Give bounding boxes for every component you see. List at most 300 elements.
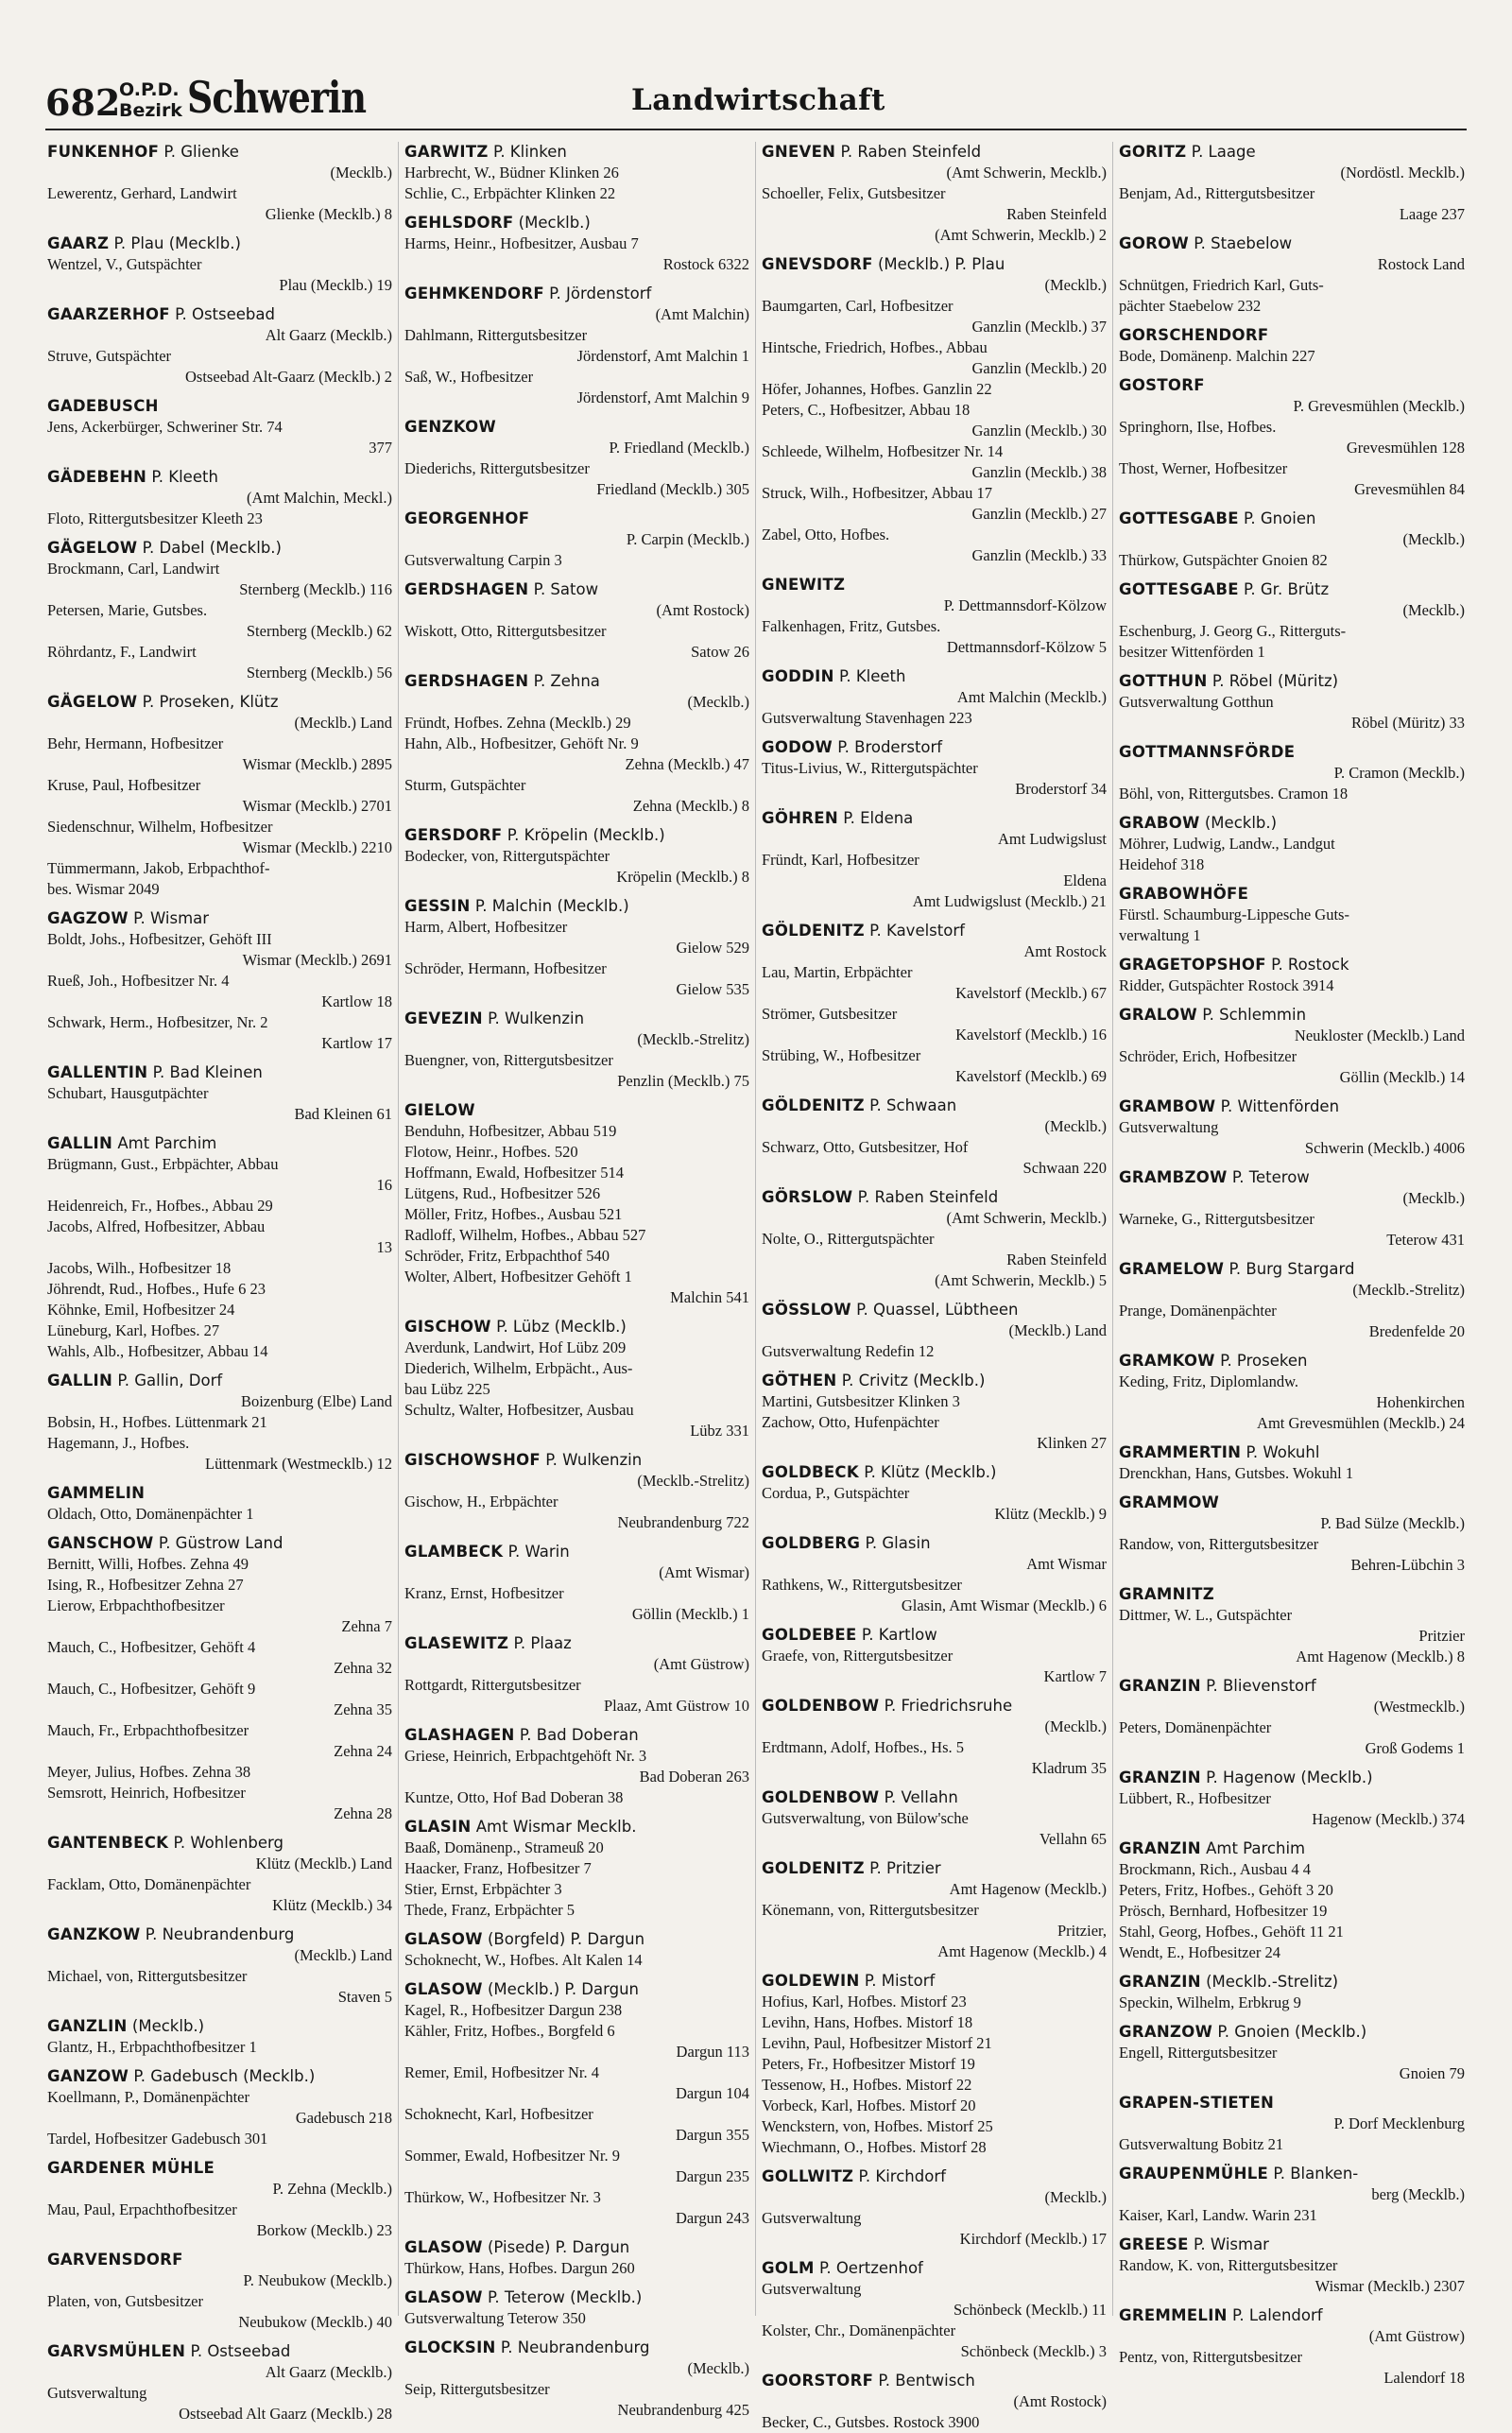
- entry-line: Falkenhagen, Fritz, Gutsbes.: [762, 617, 941, 635]
- postal-detail: P. Glienke: [163, 143, 239, 161]
- entry-line: Lübz 331: [690, 1422, 749, 1440]
- place-name: GRAMMERTIN: [1119, 1443, 1242, 1461]
- entry-line: Peters, Fr., Hofbesitzer Mistorf 19: [762, 2055, 975, 2073]
- entry-line: Harm, Albert, Hofbesitzer: [404, 918, 568, 936]
- entry-line: Malchin 541: [670, 1288, 749, 1306]
- entry-line: P. Friedland (Mecklb.): [609, 439, 749, 457]
- entry-line: Jördenstorf, Amt Malchin 9: [576, 388, 749, 406]
- entry-heading: [47, 1924, 392, 1945]
- entry-line: Kröpelin (Mecklb.) 8: [616, 868, 749, 886]
- place-name: GRABOW: [1119, 814, 1200, 832]
- entry-heading: [47, 2250, 392, 2270]
- place-entry: [404, 2237, 749, 2279]
- entry-heading: [404, 1633, 749, 1654]
- place-entry: [762, 254, 1107, 566]
- entry-line: Becker, C., Gutsbes. Rostock 3900: [762, 2413, 980, 2431]
- postal-detail: P. Bad Doberan: [519, 1726, 639, 1744]
- entry-line: Ganzlin (Mecklb.) 37: [971, 318, 1107, 336]
- entry-heading: [404, 1450, 749, 1471]
- entry-line: Glantz, H., Erbpachthofbesitzer 1: [47, 2038, 257, 2056]
- entry-heading: [762, 1462, 1107, 1483]
- entry-line: P. Cramon (Mecklb.): [1333, 764, 1465, 782]
- place-entry: [47, 1371, 392, 1475]
- postal-detail: P. Kröpelin (Mecklb.): [507, 826, 665, 844]
- entry-line: (Mecklb.): [1402, 1189, 1465, 1207]
- entry-line: Michael, von, Rittergutsbesitzer: [47, 1967, 248, 1985]
- postal-detail: P. Schlemmin: [1202, 1006, 1307, 1024]
- entry-heading: [1119, 2093, 1465, 2114]
- entry-line: Springhorn, Ilse, Hofbes.: [1119, 418, 1277, 436]
- entry-heading: [404, 1100, 749, 1121]
- entry-line: Hahn, Alb., Hofbesitzer, Gehöft Nr. 9: [404, 734, 639, 752]
- entry-line: P. Grevesmühlen (Mecklb.): [1293, 397, 1465, 415]
- place-name: GRALOW: [1119, 1006, 1197, 1024]
- postal-detail: P. Kleeth: [838, 667, 906, 685]
- entry-heading: [762, 2166, 1107, 2187]
- place-name: GOTTESGABE: [1119, 509, 1239, 527]
- entry-line: Ganzlin (Mecklb.) 33: [971, 546, 1107, 564]
- entry-line: (Amt Güstrow): [1368, 2327, 1465, 2345]
- postal-detail: (Mecklb.): [131, 2017, 205, 2035]
- place-entry: [47, 1133, 392, 1362]
- directory-column: [1113, 142, 1470, 2387]
- entry-line: Gutsverwaltung Gotthun: [1119, 693, 1274, 711]
- entry-line: (Amt Güstrow): [653, 1655, 749, 1673]
- place-name: GLASIN: [404, 1818, 472, 1836]
- place-name: GARVENSDORF: [47, 2251, 183, 2269]
- entry-line: Neubrandenburg 425: [617, 2401, 749, 2419]
- entry-heading: [1119, 375, 1465, 396]
- postal-detail: (Mecklb.) P. Plau: [877, 255, 1005, 273]
- entry-line: Speckin, Wilhelm, Erbkrug 9: [1119, 1993, 1301, 2011]
- place-entry: [762, 2258, 1107, 2362]
- entry-heading: [1119, 742, 1465, 763]
- place-entry: [762, 1371, 1107, 1454]
- place-entry: [762, 2371, 1107, 2433]
- entry-heading: [1119, 1972, 1465, 1993]
- place-name: GIELOW: [404, 1101, 475, 1119]
- place-entry: [404, 1450, 749, 1533]
- entry-line: (Mecklb.-Strelitz): [637, 1030, 749, 1048]
- entry-line: Lüttenmark (Westmecklb.) 12: [205, 1455, 392, 1473]
- entry-line: Harbrecht, W., Büdner Klinken 26: [404, 164, 619, 181]
- entry-line: Mauch, C., Hofbesitzer, Gehöft 9: [47, 1680, 256, 1698]
- place-entry: [47, 1924, 392, 2008]
- entry-line: Lau, Martin, Erbpächter: [762, 963, 913, 981]
- place-name: GOORSTORF: [762, 2372, 874, 2390]
- postal-detail: P. Vellahn: [884, 1788, 958, 1806]
- place-name: GANZLIN: [47, 2017, 128, 2035]
- entry-line: Dettmannsdorf-Kölzow 5: [946, 638, 1107, 656]
- postal-detail: P. Zehna: [533, 672, 600, 690]
- place-name: GNEVEN: [762, 143, 836, 161]
- entry-line: Zehna (Mecklb.) 8: [632, 797, 749, 815]
- entry-line: Schoknecht, W., Hofbes. Alt Kalen 14: [404, 1951, 643, 1969]
- postal-detail: P. Güstrow Land: [158, 1534, 284, 1552]
- postal-detail: P. Klütz (Mecklb.): [864, 1463, 997, 1481]
- entry-line: Gadebusch 218: [295, 2109, 392, 2127]
- entry-line: (Mecklb.-Strelitz): [637, 1472, 749, 1490]
- postal-detail: P. Gnoien: [1244, 509, 1316, 527]
- entry-line: Zabel, Otto, Hofbes.: [762, 526, 890, 544]
- entry-line: Nolte, O., Rittergutspächter: [762, 1230, 935, 1248]
- place-entry: [1119, 233, 1465, 317]
- place-name: GORITZ: [1119, 143, 1187, 161]
- entry-heading: [404, 1009, 749, 1029]
- entry-line: Pritzier,: [1057, 1922, 1107, 1940]
- entry-heading: [47, 1533, 392, 1554]
- place-name: GARVSMÜHLEN: [47, 2342, 186, 2360]
- entry-line: Vellahn 65: [1039, 1830, 1107, 1848]
- postal-detail: P. Hagenow (Mecklb.): [1206, 1769, 1373, 1786]
- postal-detail: P. Schwaan: [869, 1096, 957, 1114]
- postal-detail: P. Ostseebad: [175, 305, 275, 323]
- entry-line: berg (Mecklb.): [1371, 2185, 1465, 2203]
- place-entry: [1119, 884, 1465, 946]
- entry-line: Göllin (Mecklb.) 14: [1339, 1068, 1465, 1086]
- place-entry: [47, 1062, 392, 1125]
- entry-line: Dargun 355: [675, 2126, 749, 2144]
- entry-line: Amt Ludwigslust (Mecklb.) 21: [912, 892, 1107, 910]
- entry-heading: [762, 1971, 1107, 1992]
- place-entry: [1119, 813, 1465, 875]
- entry-line: Kavelstorf (Mecklb.) 69: [955, 1067, 1107, 1085]
- entry-line: Schubart, Hausgutpächter: [47, 1084, 209, 1102]
- entry-line: Sternberg (Mecklb.) 56: [246, 664, 392, 682]
- entry-line: Ising, R., Hofbesitzer Zehna 27: [47, 1576, 244, 1594]
- entry-line: Harms, Heinr., Hofbesitzer, Ausbau 7: [404, 234, 639, 252]
- place-name: GOLDENBOW: [762, 1788, 880, 1806]
- place-entry: [404, 1929, 749, 1971]
- place-name: GRABOWHÖFE: [1119, 885, 1249, 903]
- place-entry: [1119, 1584, 1465, 1667]
- place-entry: [404, 1817, 749, 1921]
- entry-line: Ostseebad Alt-Gaarz (Mecklb.) 2: [184, 368, 392, 386]
- entry-line: Wolter, Albert, Hofbesitzer Gehöft 1: [404, 1268, 632, 1286]
- place-name: GLAMBECK: [404, 1543, 504, 1561]
- place-name: GISCHOW: [404, 1318, 491, 1336]
- place-entry: [1119, 742, 1465, 804]
- entry-line: Schnütgen, Friedrich Karl, Guts-: [1119, 276, 1324, 294]
- entry-line: Köhnke, Emil, Hofbesitzer 24: [47, 1301, 235, 1319]
- place-entry: [404, 1633, 749, 1717]
- postal-detail: P. Plau (Mecklb.): [113, 234, 241, 252]
- entry-heading: [404, 284, 749, 304]
- entry-line: Schwerin (Mecklb.) 4006: [1304, 1139, 1465, 1157]
- place-name: GEHMKENDORF: [404, 285, 544, 302]
- place-name: GÖLDENITZ: [762, 922, 865, 940]
- entry-line: Lalendorf 18: [1383, 2369, 1465, 2387]
- entry-line: Strübing, W., Hofbesitzer: [762, 1046, 921, 1064]
- entry-line: Bernitt, Willi, Hofbes. Zehna 49: [47, 1555, 249, 1573]
- place-name: GEHLSDORF: [404, 214, 514, 232]
- entry-line: Gutsverwaltung Redefin 12: [762, 1342, 935, 1360]
- place-name: GLASOW: [404, 2288, 483, 2306]
- entry-line: Raben Steinfeld: [1006, 1251, 1107, 1268]
- entry-line: Ganzlin (Mecklb.) 30: [971, 422, 1107, 440]
- entry-line: Gutsverwaltung: [762, 2280, 862, 2298]
- entry-line: (Amt Rostock): [656, 601, 749, 619]
- postal-detail: P. Warin: [507, 1543, 570, 1561]
- place-name: GENZKOW: [404, 418, 496, 436]
- place-name: GREMMELIN: [1119, 2306, 1228, 2324]
- postal-detail: (Mecklb.): [1204, 814, 1278, 832]
- entry-line: Dittmer, W. L., Gutspächter: [1119, 1606, 1293, 1624]
- place-name: GLASHAGEN: [404, 1726, 515, 1744]
- place-name: GEVEZIN: [404, 1009, 483, 1027]
- place-name: GOLDEWIN: [762, 1972, 860, 1990]
- entry-heading: [1119, 509, 1465, 529]
- entry-line: Sternberg (Mecklb.) 116: [239, 580, 392, 598]
- entry-line: Averdunk, Landwirt, Hof Lübz 209: [404, 1338, 627, 1356]
- entry-heading: [404, 142, 749, 163]
- postal-detail: (Borgfeld) P. Dargun: [488, 1930, 645, 1948]
- place-name: GRANZOW: [1119, 2023, 1213, 2041]
- entry-line: Kladrum 35: [1031, 1759, 1107, 1777]
- entry-line: Schröder, Erich, Hofbesitzer: [1119, 1047, 1297, 1065]
- postal-detail: P. Kirchdorf: [858, 2167, 946, 2185]
- entry-line: (Mecklb.): [1044, 1717, 1107, 1735]
- place-entry: [1119, 2093, 1465, 2155]
- entry-heading: [47, 2158, 392, 2179]
- entry-line: Prange, Domänenpächter: [1119, 1302, 1277, 1320]
- postal-detail: P. Gadebusch (Mecklb.): [133, 2067, 316, 2085]
- entry-line: Semsrott, Heinrich, Hofbesitzer: [47, 1784, 246, 1802]
- place-entry: [762, 921, 1107, 1087]
- place-name: GERDSHAGEN: [404, 580, 529, 598]
- entry-heading: [762, 1300, 1107, 1320]
- postal-detail: P. Lalendorf: [1232, 2306, 1323, 2324]
- entry-line: (Mecklb.): [687, 693, 749, 711]
- entry-line: (Amt Schwerin, Mecklb.): [946, 1209, 1107, 1227]
- entry-line: Schwark, Herm., Hofbesitzer, Nr. 2: [47, 1013, 268, 1031]
- place-entry: [47, 396, 392, 458]
- entry-line: Gischow, H., Erbpächter: [404, 1493, 558, 1510]
- entry-heading: [762, 1096, 1107, 1116]
- entry-line: Vorbeck, Karl, Hofbes. Mistorf 20: [762, 2097, 976, 2114]
- place-name: GAMMELIN: [47, 1484, 146, 1502]
- place-name: GRANZIN: [1119, 1769, 1201, 1786]
- entry-line: Struck, Wilh., Hofbesitzer, Abbau 17: [762, 484, 992, 502]
- entry-line: 16: [376, 1176, 392, 1194]
- entry-line: Facklam, Otto, Domänenpächter: [47, 1875, 251, 1893]
- entry-heading: [1119, 2022, 1465, 2043]
- place-entry: [1119, 1972, 1465, 2013]
- entry-line: Stier, Ernst, Erbpächter 3: [404, 1880, 562, 1898]
- entry-line: Thost, Werner, Hofbesitzer: [1119, 459, 1288, 477]
- entry-line: P. Neubukow (Mecklb.): [243, 2271, 392, 2289]
- entry-line: Schönbeck (Mecklb.) 3: [960, 2342, 1107, 2360]
- place-name: GOTTHUN: [1119, 672, 1208, 690]
- place-entry: [47, 908, 392, 1054]
- entry-line: Rostock 6322: [662, 255, 749, 273]
- entry-line: Boldt, Johs., Hofbesitzer, Gehöft III: [47, 930, 272, 948]
- directory-column: [42, 142, 399, 2423]
- entry-heading: [1119, 1584, 1465, 1605]
- entry-line: Meyer, Julius, Hofbes. Zehna 38: [47, 1763, 251, 1781]
- entry-line: Glasin, Amt Wismar (Mecklb.) 6: [901, 1596, 1107, 1614]
- entry-line: Gielow 535: [676, 980, 749, 998]
- entry-line: Schwaan 220: [1022, 1159, 1107, 1177]
- entry-line: besitzer Wittenförden 1: [1119, 643, 1265, 661]
- entry-line: Tessenow, H., Hofbes. Mistorf 22: [762, 2076, 972, 2094]
- postal-detail: (Pisede) P. Dargun: [488, 2238, 630, 2256]
- entry-heading: [762, 1625, 1107, 1646]
- entry-heading: [404, 1929, 749, 1950]
- place-entry: [762, 142, 1107, 246]
- place-entry: [47, 1533, 392, 1824]
- postal-detail: Amt Parchim: [117, 1134, 217, 1152]
- entry-heading: [762, 2371, 1107, 2391]
- entry-line: (Mecklb.): [1044, 1117, 1107, 1135]
- entry-line: Randow, K. von, Rittergutsbesitzer: [1119, 2256, 1338, 2274]
- entry-line: Laage 237: [1399, 205, 1465, 223]
- postal-detail: P. Raben Steinfeld: [857, 1188, 999, 1206]
- entry-line: Kruse, Paul, Hofbesitzer: [47, 776, 201, 794]
- entry-heading: [404, 2287, 749, 2308]
- entry-line: Schröder, Hermann, Hofbesitzer: [404, 959, 607, 977]
- entry-heading: [1119, 813, 1465, 834]
- place-entry: [762, 1187, 1107, 1291]
- place-name: GÄGELOW: [47, 539, 138, 557]
- entry-line: Bodecker, von, Rittergutspächter: [404, 847, 610, 865]
- place-entry: [404, 825, 749, 888]
- entry-heading: [762, 254, 1107, 275]
- entry-line: Klütz (Mecklb.) 34: [272, 1896, 392, 1914]
- entry-line: Peters, Fritz, Hofbes., Gehöft 3 20: [1119, 1881, 1333, 1899]
- district-label-line2: Bezirk: [119, 100, 182, 121]
- place-name: GADEBUSCH: [47, 397, 159, 415]
- place-entry: [47, 1833, 392, 1916]
- entry-line: Jens, Ackerbürger, Schweriner Str. 74: [47, 418, 283, 436]
- district-label: [119, 79, 182, 121]
- entry-line: Zehna (Mecklb.) 47: [625, 755, 749, 773]
- place-entry: [762, 1787, 1107, 1850]
- entry-line: Koellmann, P., Domänenpächter: [47, 2088, 249, 2106]
- place-name: GOSTORF: [1119, 376, 1205, 394]
- directory-column: [399, 142, 756, 2419]
- entry-heading: [1119, 1351, 1465, 1372]
- entry-line: (Mecklb.): [1044, 2188, 1107, 2206]
- postal-detail: P. Teterow (Mecklb.): [488, 2288, 643, 2306]
- place-entry: [404, 671, 749, 817]
- entry-line: Schlie, C., Erbpächter Klinken 22: [404, 184, 616, 202]
- postal-detail: P. Broderstorf: [837, 738, 943, 756]
- entry-line: Eschenburg, J. Georg G., Ritterguts-: [1119, 622, 1347, 640]
- entry-line: (Amt Wismar): [659, 1563, 749, 1581]
- entry-line: verwaltung 1: [1119, 926, 1201, 944]
- place-entry: [47, 2066, 392, 2149]
- place-entry: [762, 1533, 1107, 1616]
- entry-line: Kaiser, Karl, Landw. Warin 231: [1119, 2206, 1317, 2224]
- postal-detail: P. Wokuhl: [1246, 1443, 1320, 1461]
- place-name: GREESE: [1119, 2235, 1189, 2253]
- entry-line: Dargun 235: [675, 2167, 749, 2185]
- entry-line: Ganzlin (Mecklb.) 38: [971, 463, 1107, 481]
- entry-line: Fründt, Hofbes. Zehna (Mecklb.) 29: [404, 714, 631, 732]
- entry-line: Siedenschnur, Wilhelm, Hofbesitzer: [47, 818, 273, 836]
- entry-line: Dargun 243: [675, 2209, 749, 2227]
- entry-line: Mauch, C., Hofbesitzer, Gehöft 4: [47, 1638, 256, 1656]
- entry-heading: [1119, 1676, 1465, 1697]
- entry-line: Levihn, Hans, Hofbes. Mistorf 18: [762, 2013, 973, 2031]
- place-entry: [1119, 1768, 1465, 1830]
- place-name: GANTENBECK: [47, 1834, 169, 1852]
- entry-heading: [47, 692, 392, 713]
- entry-line: Zehna 28: [334, 1804, 392, 1822]
- place-entry: [762, 575, 1107, 658]
- entry-line: Klütz (Mecklb.) 9: [994, 1505, 1107, 1523]
- entry-line: Kähler, Fritz, Hofbes., Borgfeld 6: [404, 2022, 615, 2040]
- place-entry: [1119, 1005, 1465, 1088]
- entry-line: Bad Doberan 263: [639, 1768, 749, 1786]
- entry-line: Engell, Rittergutsbesitzer: [1119, 2044, 1278, 2062]
- page-header: [45, 74, 1467, 130]
- postal-detail: P. Rostock: [1271, 956, 1349, 974]
- entry-heading: [1119, 1005, 1465, 1026]
- entry-line: Gutsverwaltung, von Bülow'sche: [762, 1809, 969, 1827]
- place-entry: [1119, 325, 1465, 367]
- postal-detail: P. Gnoien (Mecklb.): [1217, 2023, 1367, 2041]
- place-entry: [47, 304, 392, 388]
- entry-line: Radloff, Wilhelm, Hofbes., Abbau 527: [404, 1226, 646, 1244]
- place-entry: [762, 1625, 1107, 1687]
- entry-line: Jördenstorf, Amt Malchin 1: [576, 347, 749, 365]
- entry-heading: [404, 509, 749, 529]
- entry-line: Schwarz, Otto, Gutsbesitzer, Hof: [762, 1138, 969, 1156]
- entry-line: Bobsin, H., Hofbes. Lüttenmark 21: [47, 1413, 267, 1431]
- entry-line: (Amt Malchin): [655, 305, 749, 323]
- place-entry: [762, 808, 1107, 912]
- entry-line: Diederich, Wilhelm, Erbpächt., Aus-: [404, 1359, 633, 1377]
- place-entry: [762, 737, 1107, 800]
- entry-line: Tardel, Hofbesitzer Gadebusch 301: [47, 2130, 268, 2148]
- entry-line: Warneke, G., Rittergutsbesitzer: [1119, 1210, 1314, 1228]
- entry-heading: [47, 908, 392, 929]
- entry-line: Remer, Emil, Hofbesitzer Nr. 4: [404, 2063, 599, 2081]
- entry-heading: [404, 2338, 749, 2358]
- place-name: GODOW: [762, 738, 833, 756]
- postal-detail: P. Wismar: [133, 909, 210, 927]
- entry-line: Zehna 7: [341, 1617, 392, 1635]
- place-name: GRAMNITZ: [1119, 1585, 1215, 1603]
- entry-line: Gutsverwaltung: [47, 2384, 147, 2402]
- entry-heading: [1119, 2305, 1465, 2326]
- place-name: GRAPEN-STIETEN: [1119, 2094, 1275, 2112]
- entry-line: Brockmann, Rich., Ausbau 4 4: [1119, 1860, 1312, 1878]
- entry-heading: [1119, 671, 1465, 692]
- postal-detail: P. Wittenförden: [1220, 1097, 1340, 1115]
- postal-detail: P. Malchin (Mecklb.): [474, 897, 629, 915]
- place-name: GOLDENITZ: [762, 1859, 865, 1877]
- postal-detail: P. Proseken: [1220, 1352, 1308, 1370]
- entry-line: Keding, Fritz, Diplomlandw.: [1119, 1372, 1299, 1390]
- place-entry: [404, 509, 749, 571]
- entry-heading: [1119, 325, 1465, 346]
- place-entry: [404, 1979, 749, 2229]
- entry-heading: [1119, 1259, 1465, 1280]
- postal-detail: P. Staebelow: [1194, 234, 1293, 252]
- entry-line: Amt Wismar: [1026, 1555, 1107, 1573]
- postal-detail: (Mecklb.-Strelitz): [1206, 1973, 1339, 1991]
- entry-line: Amt Hagenow (Mecklb.) 8: [1296, 1648, 1465, 1665]
- entry-heading: [1119, 579, 1465, 600]
- place-entry: [762, 1971, 1107, 2158]
- entry-heading: [762, 142, 1107, 163]
- entry-line: Alt Gaarz (Mecklb.): [265, 326, 392, 344]
- entry-heading: [404, 671, 749, 692]
- place-name: GNEWITZ: [762, 576, 846, 594]
